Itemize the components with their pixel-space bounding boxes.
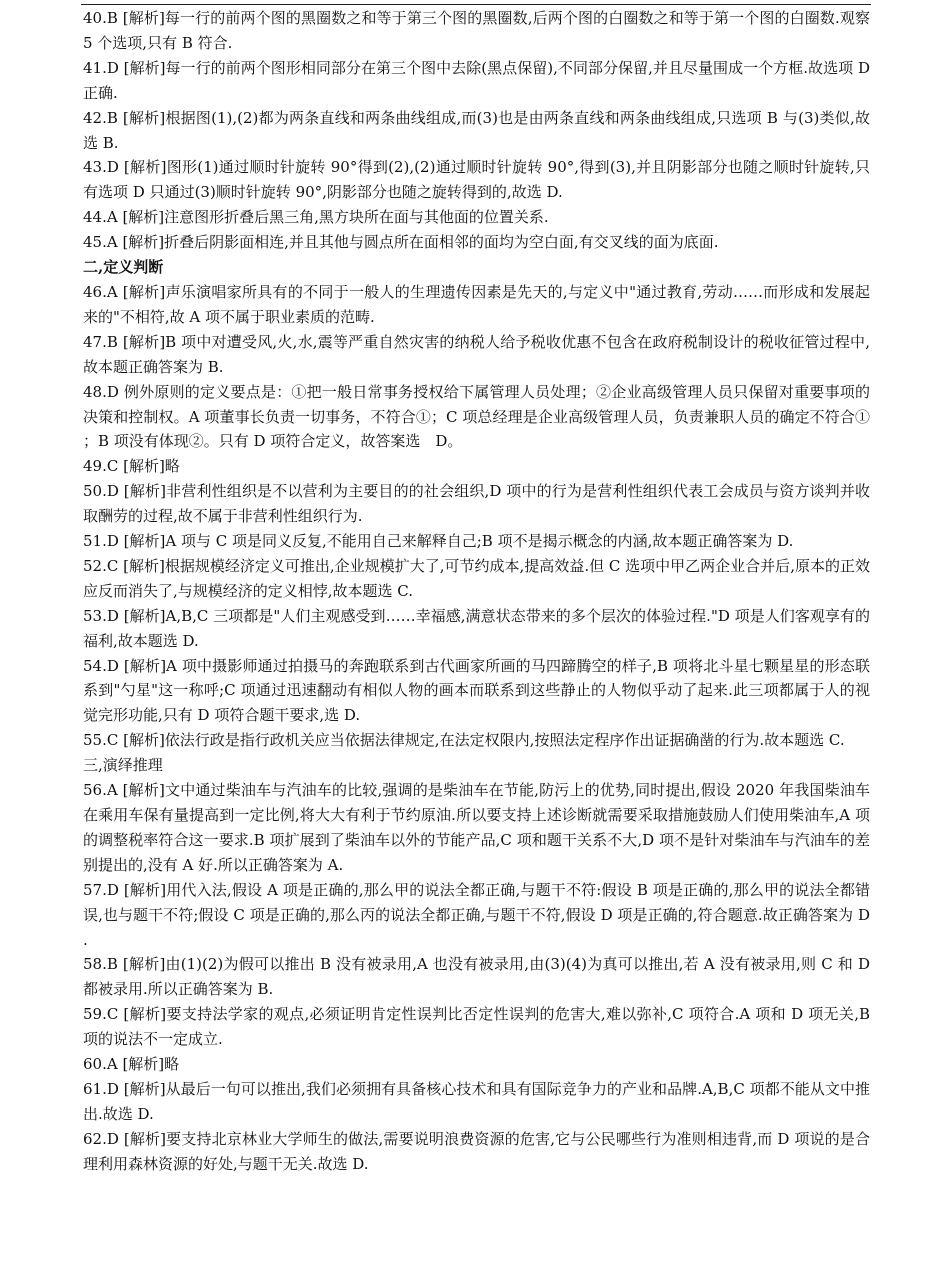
answer-item: 43.D [解析]图形(1)通过顺时针旋转 90°得到(2),(2)通过顺时针旋转 90°,得到(3),并且阴影部分也随之顺时针旋转,只有选项 D 只通过(3)顺时针旋转 90°,阴影部分也随之旋转得到的,故选 D. [83, 158, 870, 202]
answer-item: 42.B [解析]根据图(1),(2)都为两条直线和两条曲线组成,而(3)也是由两条直线和两条曲线组成,只选项 B 与(3)类似,故选 B. [83, 108, 870, 152]
answer-item: 44.A [解析]注意图形折叠后黑三角,黑方块所在面与其他面的位置关系. [83, 208, 549, 227]
answer-item: 46.A [解析]声乐演唱家所具有的不同于一般人的生理遗传因素是先天的,与定义中"通过教育,劳动……而形成和发展起来的"不相符,故 A 项不属于职业素质的范畴. [83, 282, 870, 326]
answer-item: 54.D [解析]A 项中摄影师通过拍摄马的奔跑联系到古代画家所画的马四蹄腾空的样子,B 项将北斗星七颗星星的形态联系到"勺星"这一称呼;C 项通过迅速翻动有相似人物的画本而联系到这些静止的人物似乎动了起来.此三项都属于人的视觉完形功能,只有 D 项符合题干要求,选 D. [83, 656, 870, 725]
answer-item: 55.C [解析]依法行政是指行政机关应当依据法律规定,在法定权限内,按照法定程序作出证据确凿的行为.故本题选 C. [83, 731, 845, 750]
answer-item: 51.D [解析]A 项与 C 项是同义反复,不能用自己来解释自己;B 项不是揭示概念的内涵,故本题正确答案为 D. [83, 532, 794, 551]
answer-item: 59.C [解析]要支持法学家的观点,必须证明肯定性误判比否定性误判的危害大,难以弥补,C 项符合.A 项和 D 项无关,B 项的说法不一定成立. [83, 1005, 870, 1049]
section-heading: 三,演绎推理 [83, 756, 163, 775]
answer-item: 53.D [解析]A,B,C 三项都是"人们主观感受到……幸福感,满意状态带来的多个层次的体验过程."D 项是人们客观享有的福利,故本题选 D. [83, 606, 870, 650]
answer-item: 61.D [解析]从最后一句可以推出,我们必须拥有具备核心技术和具有国际竞争力的产业和品牌.A,B,C 项都不能从文中推出.故选 D. [83, 1079, 870, 1123]
answer-item: 40.B [解析]每一行的前两个图的黑圈数之和等于第三个图的黑圈数,后两个图的白圈数之和等于第一个图的白圈数.观察 5 个选项,只有 B 符合. [83, 9, 870, 52]
answer-item: 49.C [解析]略 [83, 457, 180, 476]
answer-item: 58.B [解析]由(1)(2)为假可以推出 B 没有被录用,A 也没有被录用,由(3)(4)为真可以推出,若 A 没有被录用,则 C 和 D 都被录用.所以正确答案为 B. [83, 955, 870, 999]
answer-item: 60.A [解析]略 [83, 1055, 180, 1074]
answer-item: 52.C [解析]根据规模经济定义可推出,企业规模扩大了,可节约成本,提高效益.但 C 选项中甲乙两企业合并后,原本的正效应反而消失了,与规模经济的定义相悖,故本题选 C. [83, 556, 870, 600]
top-rule [81, 4, 871, 5]
answer-explanations [83, 6, 870, 1177]
answer-item: 50.D [解析]非营利性组织是不以营利为主要目的的社会组织,D 项中的行为是营利性组织代表工会成员与资方谈判并收取酬劳的过程,故不属于非营利性组织行为. [83, 482, 870, 526]
answer-item: 62.D [解析]要支持北京林业大学师生的做法,需要说明浪费资源的危害,它与公民哪些行为准则相违背,而 D 项说的是合理利用森林资源的好处,与题干无关.故选 D. [83, 1129, 870, 1173]
answer-item: 57.D [解析]用代入法,假设 A 项是正确的,那么甲的说法全都正确,与题干不符:假设 B 项是正确的,那么甲的说法全都错误,也与题干不符;假设 C 项是正确的,那么丙的说法全都正确,与题干不符,假设 D 项是正确的,符合题意.故正确答案为 D. [83, 880, 870, 949]
answer-item: 45.A [解析]折叠后阴影面相连,并且其他与圆点所在面相邻的面均为空白面,有交叉线的面为底面. [83, 233, 719, 252]
answer-item: 47.B [解析]B 项中对遭受风,火,水,震等严重自然灾害的纳税人给予税收优惠不包含在政府税制设计的税收征管过程中,故本题正确答案为 B. [83, 332, 870, 376]
section-heading: 二,定义判断 [83, 258, 164, 277]
answer-item: 41.D [解析]每一行的前两个图形相同部分在第三个图中去除(黑点保留),不同部分保留,并且尽量围成一个方框.故选项 D 正确. [83, 58, 870, 102]
answer-item: 56.A [解析]文中通过柴油车与汽油车的比较,强调的是柴油车在节能,防污上的优势,同时提出,假设 2020 年我国柴油车在乘用车保有量提高到一定比例,将大大有利于节约原油.所以要支持上述诊断就需要采取措施鼓励人们使用柴油车,A 项的调整税率符合这一要求.B 项扩展到了柴油车以外的节能产品,C 项和题干关系不大,D 项不是针对柴油车与汽油车的差别提出的,没有 A 好.所以正确答案为 A. [83, 781, 870, 874]
answer-item: 48.D 例外原则的定义要点是：①把一般日常事务授权给下属管理人员处理；②企业高级管理人员只保留对重要事项的决策和控制权。A 项董事长负责一切事务，不符合①；C 项总经理是企业高级管理人员，负责兼职人员的确定不符合①；B 项没有体现②。只有 D 项符合定义，故答案选 D。 [83, 382, 870, 451]
